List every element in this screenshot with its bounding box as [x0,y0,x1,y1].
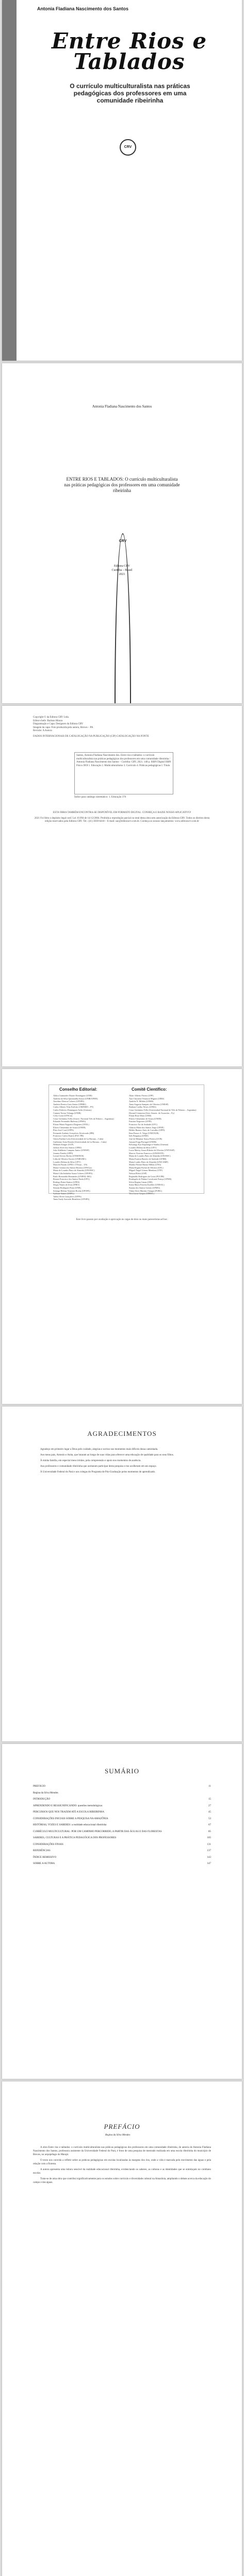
title-page-title: ENTRE RIOS E TABLADOS: O currículo multiculturalista nas práticas pedagógicas dos professores em uma comunidade ribeirinha [64,477,180,493]
cip-body: Santos, Antonia Fladiana Nascimento dos. Entre rios e tablados: o currículo multiculturalista nas práticas pedagógicas dos professores em uma comunidade ribeirinha / Antonia Fladiana Nascimento dos Santos – Curitiba: CRV, 2021. 148 p. ISBN Digital ISBN Físico DOI 1. Educação 2. Multiculturalismo 3. Currículo 4. Práticas pedagógicas I. Título [76,754,171,767]
council-member: Míguel Ángel Gómez Mendoza (UTP) [129,1169,162,1172]
council-member: Vera Lucia Gaspar (UDESC) [129,1192,154,1195]
title-page [2,363,242,703]
toc-page: 67 [208,1824,211,1826]
title-page-author: Antonia Fladiana Nascimento dos Santos [92,404,152,409]
council-member: Ilma Passos A. Veiga (UNICEUB) [129,1131,159,1134]
cover-title-art: Entre Rios e Tablados [51,28,207,74]
acknowledgments-text [33,1448,211,1476]
council-member: Kilwangy Kya Kapitango-a-Samba (Unemat) [129,1143,169,1146]
paragraph: Trata-se de uma obra que contribui significativamente para os estudos sobre currículo e diversidade cultural na Amazônia, ampliando o debate acerca da educação do campo e das águas. [33,2178,211,2184]
summary-page [2,1744,242,2079]
publisher-info [2,811,242,826]
cover-subtitle: O currículo multiculturalista nas práticas pedagógicas dos professores em uma comunidade ribeirinha [70,82,190,104]
council-member: Sydione Santos (UEPG) [53,1192,74,1195]
toc-page: 131 [207,1843,211,1846]
acknowledgments-page [2,1406,242,1741]
council-member: Élsio José Corá (UFFS) [53,1129,74,1132]
preface-heading: PREFÁCIO [104,2123,140,2130]
editorial-council-heading: Conselho Editorial: [59,1087,97,1092]
rights-note: 2021 Foi feito o depósito legal conf. Lei 10.994 de 14/12/2004. Proibida a reprodução parcial ou total desta obra sem autorização da Editora CRV. Todos os direitos desta edição reservados pela Editora CRV. Tel.: (41) 3039-6418 – E-mail: sac@editoracrv.com.br. Conheça os nossos lançamentos: www.editoracrv.com.br [34,817,210,823]
council-member: Eduardo Fernandes Barbosa (UFMG) [53,1120,86,1123]
council-member: Marcos Vinicius Francisco (UNOESTE) [129,1151,164,1155]
toc-title: PREFÁCIO [33,1785,46,1788]
council-member: Lourdes Helena da Silva (UFV) [129,1146,157,1149]
toc-row[interactable] [33,1831,211,1834]
council-member: Josania Portela (UFPI) [53,1151,73,1155]
council-member: Vânia Alves Martins Chaigar (FURG) [129,1189,162,1192]
preface-text [33,2146,211,2187]
toc-page: 11 [208,1785,211,1788]
toc-row[interactable] [33,1798,211,1802]
council-member: Fauston Negreiros (UFPI) [129,1120,152,1123]
cover-page [2,0,242,361]
publisher-seal: CRV [115,533,131,703]
council-box [48,1084,204,1201]
council-member: Suzana dos Santos Gomes (UFMG) [129,1187,160,1189]
toc-title: REFERÊNCIAS [33,1850,51,1852]
council-member: Rosângela de Fátima Cavalcante França (UFMS) [129,1178,172,1181]
council-member: Renato Francisco dos Santos Paula (UFG) [53,1178,90,1181]
digital-note: ESTA OBRA TAMBÉM ENCONTRA-SE DISPONÍVEL EM FORMATO DIGITAL. CONHEÇA E BAIXE NOSSO APLICATIVO! [53,811,191,814]
toc-page: 137 [207,1850,211,1852]
council-member: Lídia de Oliveira Xavier (UNIEURO) [53,1158,86,1161]
scientific-committee-heading: Comitê Científico: [132,1087,167,1092]
council-member: Rodrigo Pratte-Santos (UFES) [53,1180,80,1183]
council-member: Andréia N. Militão (UEMS) [129,1100,154,1103]
paragraph: À Universidade Federal do Pará e aos colegas do Programa de Pós-Graduação pelos momentos de aprendizado. [40,1471,156,1473]
council-member: Inês Bragança (UERJ) [129,1134,149,1138]
toc-page: 53 [208,1817,211,1820]
toc-title: CONSIDERAÇÕES INICIAIS SOBRE A PESQUISA NA AMAZÔNIA [33,1817,108,1820]
toc-row[interactable] [33,1850,211,1853]
toc-row[interactable] [33,1785,211,1789]
council-member: Lucia Marisy Souza Ribeiro de Oliveira (UNIVASF) [129,1149,175,1152]
table-of-contents [33,1785,211,1869]
council-member: Maria Lurdes Pinto de Almeida (UNICAMP) [129,1160,168,1163]
council-member: Tania Suely Azevedo Brasileiro (UFOPA) [53,1198,90,1201]
council-member: Gloria Fariñas León (Universidade de La Havana – Cuba) [53,1137,104,1140]
council-member: Gláucia Maria dos Santos Jorge (UFOP) [129,1126,164,1129]
publisher-seal: CRV [120,139,136,156]
council-member: Carmen Tereza Velanga (UNIR) [53,1111,81,1114]
council-member: Nelson Piletti (USP) [129,1172,147,1175]
toc-title: CURRÍCULO MULTICULTURAL: POR UM CAMINHO PERCORRIDO, A PARTIR DAS ÁGUAS E DAS FLORESTAS [33,1830,162,1833]
council-member: Ana Chrystina Venancio Mignot (UERJ) [129,1097,165,1100]
council-member: Jussara Fraga Portugal (UNEB) [129,1140,157,1143]
council-member: Barbara Coelho Neves (UFBA) [129,1106,156,1109]
toc-row[interactable] [33,1862,211,1866]
council-member: Cesar Gerónimo Tello (Universidad Nacional de Três de Febrero – Argentina) [129,1108,197,1111]
paragraph: Agradeço em primeiro lugar a Deus pelo cuidado, alegrias e sorriso nos momentos mais difíceis dessa caminhada. [40,1448,158,1451]
council-member: Simone Rodrigues Pinto (UNB) [53,1187,81,1189]
publisher-year: 2021 [119,573,125,576]
paragraph: A obra Entre rios e tablados: o currículo multiculturalista nas práticas pedagógicas dos professores em uma comunidade ribeirinha, de autoria de Antonia Fladiana Nascimento dos Santos, professora assistente da Universidade Federal do Pará, é fruto de uma pesquisa de mestrado realizada em uma escola ribeirinha do município de Breves, no arquipélago do Marajó. [33,2146,211,2156]
preface-byline: Regina da Silva Mendes [105,2134,131,2137]
council-member: Celso Conti (UFSCar) [53,1114,73,1117]
council-member: Leonel Severo Rocha (UNISINOS) [53,1155,84,1158]
council-member: Anselmo Alencar Colares (UFOPA) [53,1100,85,1103]
paragraph: Aos meus pais, Antonio e Anita, que lutaram ao longo de suas vidas para oferecer uma educação de qualidade para os seus filhos. [40,1454,174,1456]
council-member: Aldira Guimarães Duarte Domínguez (UNB) [53,1094,92,1097]
copyright-line: Revisão: A Autora [33,730,52,732]
copyright-line: Imagem da capa: Foto produzida pela autora, Breves – PA [33,726,93,729]
copyright-line: Editor-chefe: Railson Moura [33,719,63,722]
toc-page: 15 [208,1798,211,1801]
toc-row[interactable] [33,1856,211,1860]
toc-title: HISTÓRIAS, VOZES E SABERES: a realidade educacional ribeirinha [33,1824,107,1826]
toc-page: 85 [208,1830,211,1833]
publisher-city: Curitiba – Brasil [111,569,133,572]
council-member: Francisco Ari de Andrade (UFC) [129,1123,157,1126]
editorial-council-list [53,1094,123,1201]
council-member: Marilia Pereira Bueno Millan (UNG) [129,1163,161,1166]
council-member: Silvia Regina Canan (URI) [129,1180,153,1183]
scientific-committee-list [129,1094,199,1195]
council-member: Marcelo Paixão (UFRJ e UTexas – US) [53,1163,88,1166]
toc-row[interactable] [33,1792,211,1795]
toc-row[interactable] [33,1837,211,1840]
copyright-line: Diagramação e Capa: Designers da Editora CRV [33,723,84,725]
toc-title: CONSIDERAÇÕES FINAIS [33,1843,63,1846]
toc-row[interactable] [33,1824,211,1827]
council-member: Maria de Lourdes Pinto de Almeida (UNOESC) [53,1169,95,1172]
toc-title: PERCURSOS QUE NOS TRAZEM ATÉ A ESCOLA RIBEIRINHA [33,1811,105,1814]
council-member: Diosnel Centurion (Univ Americ. de Asunción – Py) [129,1111,174,1114]
council-member: Elizeu Clementino de Souza (UNEB) [129,1117,161,1120]
council-member: Maria de Lourdes Pinto de Almeida (UNOESC) [129,1155,171,1158]
council-member: Solange Helena Ximenes-Rocha (UFOPA) [53,1189,90,1192]
toc-page: 143 [207,1856,211,1859]
toc-row[interactable] [33,1811,211,1815]
preface-page [2,2081,242,2576]
council-member: Carlos Federico Dominguez Avila (Unieuro) [53,1108,92,1111]
council-member: José de Ribamar Sousa Pereira (UCB) [129,1137,162,1140]
council-member: Carlos Alberto Vilar Estêvão (UMINHO – PT) [53,1106,94,1109]
council-member: Jailson Alves dos Santos (UFRJ) [53,1146,82,1149]
copyright-lines [33,716,214,738]
council-member: Guillermo Arias Beatón (Universidade de La Havana – Cuba) [53,1140,107,1143]
council-member: Marta Regina Furlan de Oliveira (UEL) [129,1166,164,1169]
council-member: Altair Alberto Fávero (UPF) [129,1094,154,1097]
council-member: Maria Lília Imbiriba Sousa Colares (UFOPA) [53,1172,93,1175]
council-member: Tadeu Oliver Gonçalves (UFPA) [53,1195,82,1198]
council-member: Cesar Gerónimo Tello (Univer .Nacional Três de Febrero – Argentina) [53,1117,114,1120]
copyright-page [2,706,242,1066]
toc-title: APRENDENDO E RESSIGNIFICANDO: questões metodológicas [33,1804,103,1807]
council-member: Helmuth Krüger (UCP) [53,1143,74,1146]
paragraph: O texto nos convida a refletir sobre as práticas pedagógicas em escolas localizadas às margens dos rios, onde a vida é marcada pelo movimento das águas e pela relação com a floresta. [33,2159,211,2165]
toc-page: 105 [207,1837,211,1839]
toc-row[interactable] [33,1805,211,1808]
toc-title: SABERES, CULTURAS E A PRÁTICA PEDAGÓGICA DOS PROFESSORES [33,1837,117,1839]
council-member: Andréia da Silva Quintanilha Sousa (UNIR/UFRN) [53,1097,98,1100]
toc-page: 45 [208,1811,211,1814]
council-page [2,1069,242,1404]
council-member: Elione Maria Nogueira Diogenes (UFAL) [53,1123,89,1126]
cip-box [74,752,173,794]
paragraph: Aos professores e comunidade ribeirinha que aceitaram participar desta pesquisa e me acolheram em seu espaço. [40,1465,157,1468]
council-member: Lourdes Helena da Silva (UFV) [53,1160,81,1163]
cover-author: Antonia Fladiana Nascimento dos Santos [37,6,129,11]
council-member: Fernando Antônio Gonçalves Alcoforado (IPB) [53,1131,94,1134]
toc-row[interactable] [33,1818,211,1821]
council-member: João Adalberto Campato Junior (UNESP) [53,1149,90,1152]
council-member: Sérgio Nunes de Jesus (IFRO) [53,1183,79,1187]
cip-title: DADOS INTERNACIONAIS DE CATALOGAÇÃO NA PUBLICAÇÃO (CIP) CATALOGAÇÃO NA FONTE [33,735,149,738]
paragraph: A autora apresenta uma leitura sensível da realidade educacional ribeirinha, evidenciando os saberes, as culturas e as identidades que se entrelaçam no cotidiano escolar. [33,2168,211,2175]
council-member: Helder Buenos Aires de Carvalho (UFPI) [129,1129,165,1132]
paragraph: À minha família, em especial meus irmãos, pela compreensão e apoio nos momentos de ausência. [40,1460,141,1462]
publisher-block [2,564,242,577]
acknowledgments-heading: AGRADECIMENTOS [87,1430,157,1437]
toc-title: SOBRE A AUTORA [33,1862,55,1865]
toc-title: ÍNDICE REMISSIVO [33,1856,57,1859]
summary-heading: SUMÁRIO [105,1767,139,1775]
copyright-line: Copyright © da Editora CRV Ltda. [33,716,69,719]
council-member: Anna Augusta Sampaio de Oliveira (UNESP) [129,1103,169,1106]
council-member: Paulo Romualdo Hernandes (UNIFAL-MG) [53,1175,92,1178]
toc-page: 27 [208,1804,211,1807]
council-member: Eliane Rose Maio (UEM) [129,1114,152,1117]
peer-review-note: Este livro passou por avaliação e aprovação às cegas de dois ou mais pareceristas ad hoc. [76,1218,168,1221]
council-member: Maria Cristina dos Santos Bezerra (UFSCar) [53,1166,92,1169]
toc-page: 147 [207,1862,211,1865]
publisher-name: Editora CRV [113,565,131,568]
council-member: Sonia Maria Ferreira Koehler (UNISAL) [129,1183,165,1187]
council-member: Reginaldo Rodrigues da Costa (PUCPR) [129,1175,165,1178]
council-member: Francisco Carlos Duarte (PUC-PR) [53,1134,84,1138]
council-member: Elizeu Clementino de Souza (UNEB) [53,1126,86,1129]
council-member: Antônio Pereira Gaio Júnior (UFRRJ) [53,1103,86,1106]
council-member: Maria Eurácia Barreto de Andrade (UFRB) [129,1158,167,1161]
index-note: Índice para catálogo sistemático: 1. Educação 370 [74,796,126,799]
toc-row[interactable] [33,1843,211,1847]
toc-title: Regina da Silva Mendes [33,1791,58,1794]
toc-title: INTRODUÇÃO [33,1798,51,1801]
